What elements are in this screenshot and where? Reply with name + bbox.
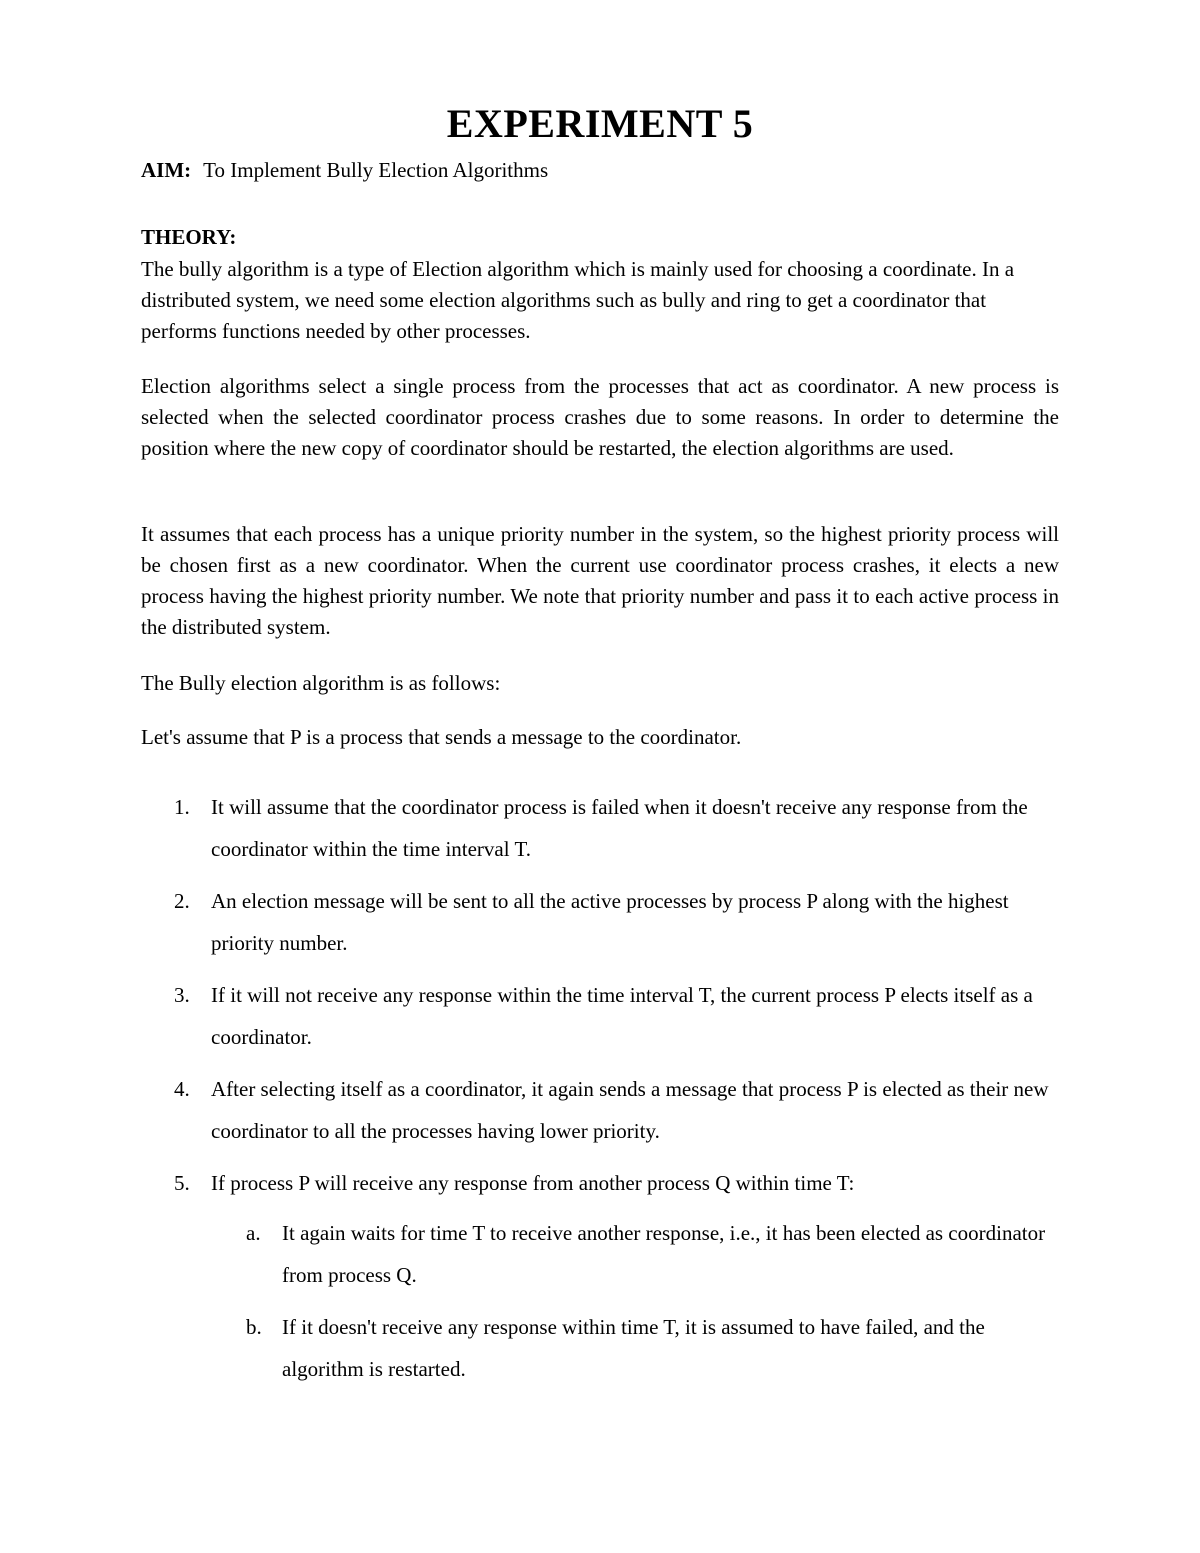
algorithm-steps-list xyxy=(141,786,1059,1400)
list-item-number: 5. xyxy=(174,1171,190,1195)
theory-heading: THEORY: xyxy=(141,225,237,249)
sub-list-item xyxy=(211,1212,1059,1296)
aim-label: AIM: xyxy=(141,158,192,182)
page-title: EXPERIMENT 5 xyxy=(446,101,754,146)
aim-line xyxy=(141,155,548,185)
sub-list-item-letter: a. xyxy=(246,1221,261,1245)
sub-steps-list xyxy=(211,1212,1059,1390)
theory-paragraph-4: The Bully election algorithm is as follows: xyxy=(141,671,501,695)
list-item-text: It will assume that the coordinator process is failed when it doesn't receive any response from the coordinator within the time interval T. xyxy=(211,795,1028,861)
list-item xyxy=(141,786,1059,870)
list-item-text: If process P will receive any response from another process Q within time T: xyxy=(211,1171,855,1195)
sub-list-item xyxy=(211,1306,1059,1390)
list-item-text: An election message will be sent to all the active processes by process P along with the highest priority number. xyxy=(211,889,1009,955)
list-item-text: If it will not receive any response within the time interval T, the current process P elects itself as a coordinator. xyxy=(211,983,1033,1049)
theory-paragraph-5: Let's assume that P is a process that sends a message to the coordinator. xyxy=(141,725,742,749)
list-item xyxy=(141,1068,1059,1152)
list-item-number: 1. xyxy=(174,795,190,819)
theory-paragraph-2: Election algorithms select a single process from the processes that act as coordinator. A new process is selected when the selected coordinator process crashes due to some reasons. In order to determine the position where the new copy of coordinator should be restarted, the election algorithms are used. xyxy=(141,374,1059,460)
theory-paragraph-1: The bully algorithm is a type of Election algorithm which is mainly used for choosing a coordinate. In a distributed system, we need some election algorithms such as bully and ring to get a coordinator that performs functions needed by other processes. xyxy=(141,257,1015,343)
list-item-number: 4. xyxy=(174,1077,190,1101)
list-item xyxy=(141,1162,1059,1390)
aim-text: To Implement Bully Election Algorithms xyxy=(203,158,549,182)
list-item-number: 3. xyxy=(174,983,190,1007)
sub-list-item-text: It again waits for time T to receive another response, i.e., it has been elected as coordinator from process Q. xyxy=(282,1221,1046,1287)
list-item-text: After selecting itself as a coordinator, it again sends a message that process P is elected as their new coordinator to all the processes having lower priority. xyxy=(211,1077,1049,1143)
list-item xyxy=(141,974,1059,1058)
list-item-number: 2. xyxy=(174,889,190,913)
sub-list-item-letter: b. xyxy=(246,1315,262,1339)
theory-paragraph-3: It assumes that each process has a unique priority number in the system, so the highest priority process will be chosen first as a new coordinator. When the current use coordinator process crashes, it elects a new process having the highest priority number. We note that priority number and pass it to each active process in the distributed system. xyxy=(141,522,1059,639)
list-item xyxy=(141,880,1059,964)
sub-list-item-text: If it doesn't receive any response within time T, it is assumed to have failed, and the algorithm is restarted. xyxy=(282,1315,985,1381)
